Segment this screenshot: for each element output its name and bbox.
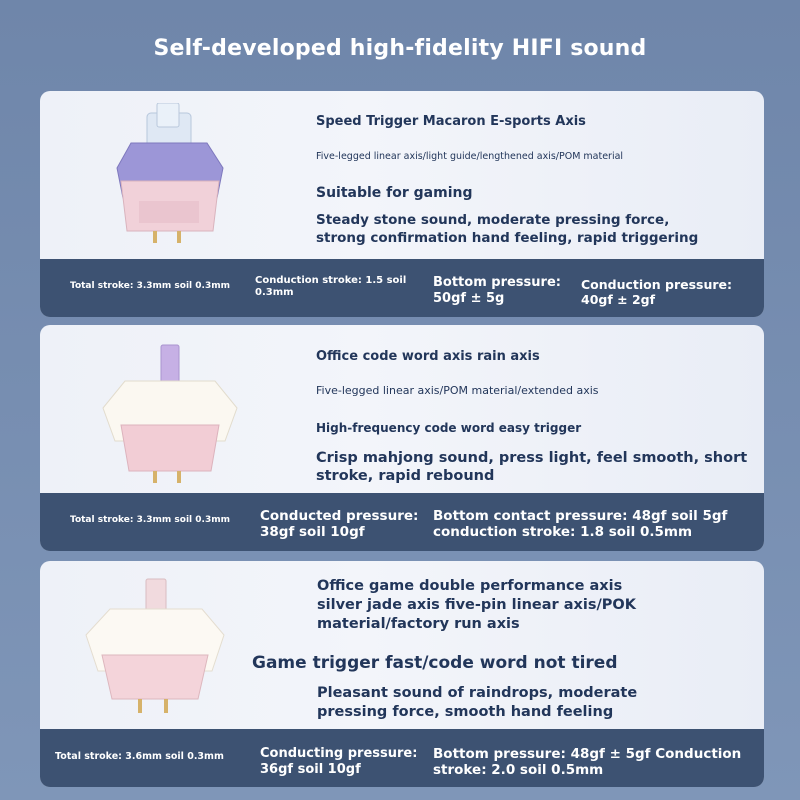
switch-name: Office game double performance axis silver jade axis five-pin linear axis/POK material/factory run axis bbox=[317, 578, 636, 632]
stat-conducting-pressure: Conducting pressure: 36gf soil 10gf bbox=[260, 746, 418, 777]
stats-bar bbox=[40, 259, 764, 317]
switch-image-1 bbox=[95, 103, 245, 243]
stat-total-stroke: Total stroke: 3.3mm soil 0.3mm bbox=[70, 281, 230, 291]
stat-total-stroke: Total stroke: 3.3mm soil 0.3mm bbox=[70, 515, 230, 525]
stats-bar bbox=[40, 493, 764, 551]
switch-spec: Five-legged linear axis/light guide/lengthened axis/POM material bbox=[316, 151, 624, 162]
switch-description: Crisp mahjong sound, press light, feel smooth, short stroke, rapid rebound bbox=[316, 450, 748, 485]
stat-bottom-pressure: Bottom pressure: 50gf ± 5g bbox=[433, 275, 561, 306]
stat-conduction-pressure: Conduction pressure: 40gf ± 2gf bbox=[581, 277, 733, 307]
switch-image-3 bbox=[80, 575, 230, 715]
stat-bottom-pressure: Bottom pressure: 48gf ± 5gf Conduction stroke: 2.0 soil 0.5mm bbox=[433, 746, 742, 779]
switch-name: Office code word axis rain axis bbox=[316, 349, 540, 364]
switch-name: Speed Trigger Macaron E-sports Axis bbox=[316, 114, 586, 129]
switch-spec: Five-legged linear axis/POM material/extended axis bbox=[316, 384, 599, 397]
switch-use: High-frequency code word easy trigger bbox=[316, 421, 582, 435]
switch-card-3 bbox=[40, 561, 764, 787]
switch-image-2 bbox=[95, 343, 245, 483]
switch-card-1 bbox=[40, 91, 764, 317]
switch-use: Suitable for gaming bbox=[316, 185, 473, 201]
stat-conducted-pressure: Conducted pressure: 38gf soil 10gf bbox=[260, 508, 419, 541]
page-title: Self-developed high-fidelity HIFI sound bbox=[153, 36, 647, 61]
stat-conduction-stroke: Conduction stroke: 1.5 soil 0.3mm bbox=[255, 275, 407, 298]
stat-bottom-contact-pressure: Bottom contact pressure: 48gf soil 5gf conduction stroke: 1.8 soil 0.5mm bbox=[433, 508, 728, 541]
switch-description: Pleasant sound of raindrops, moderate pressing force, smooth hand feeling bbox=[317, 685, 638, 720]
switch-use: Game trigger fast/code word not tired bbox=[252, 653, 618, 673]
switch-card-2 bbox=[40, 325, 764, 551]
switch-description: Steady stone sound, moderate pressing force, strong confirmation hand feeling, rapid triggering bbox=[316, 212, 699, 247]
stats-bar bbox=[40, 729, 764, 787]
stat-total-stroke: Total stroke: 3.6mm soil 0.3mm bbox=[55, 751, 224, 762]
